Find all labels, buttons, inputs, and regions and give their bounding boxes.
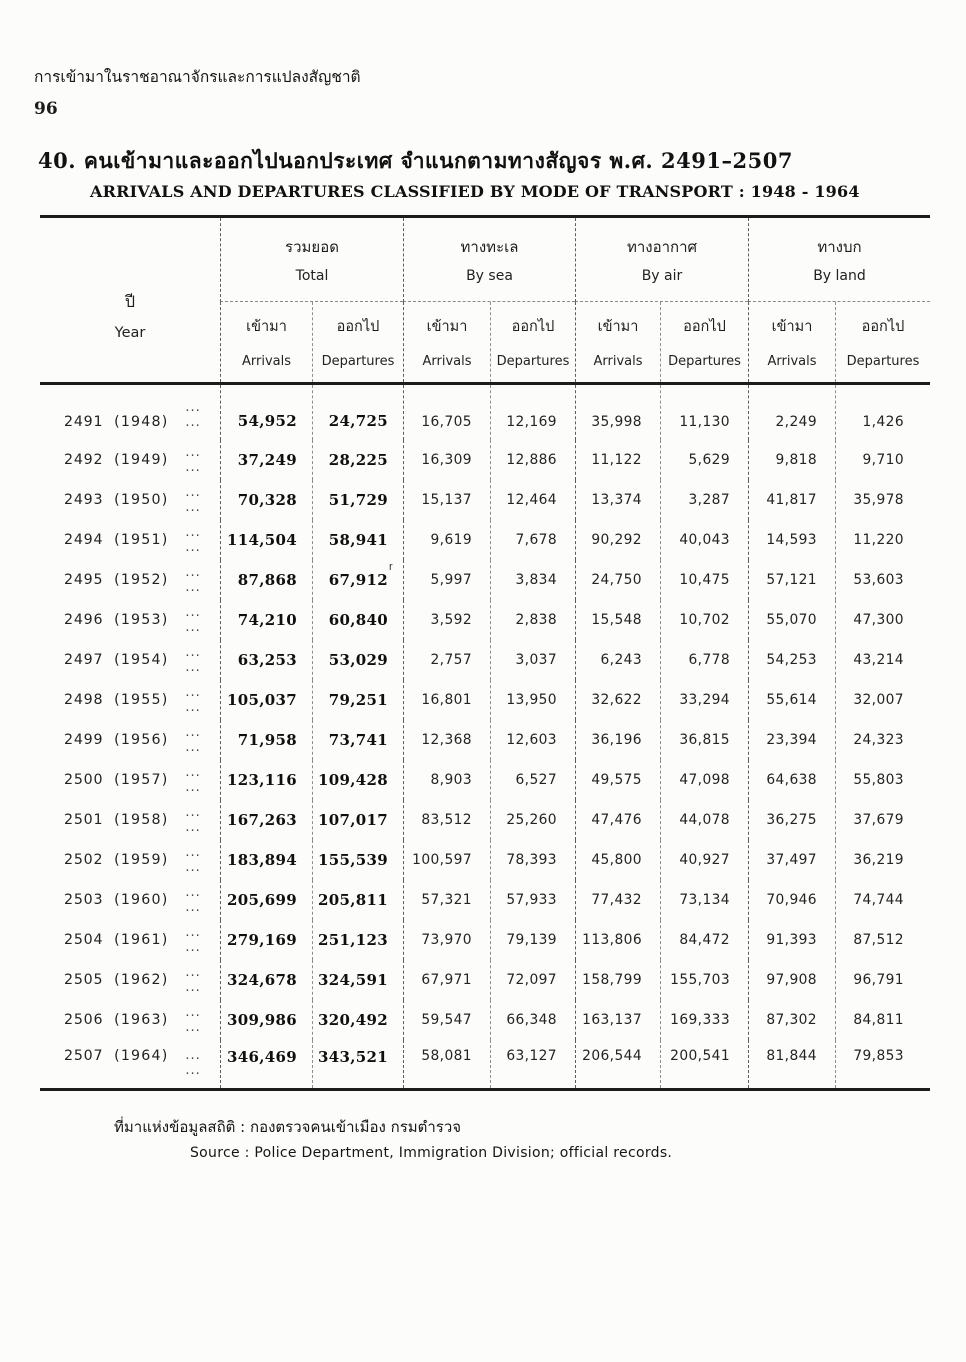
column-header-land-departures <box>835 302 930 382</box>
cell-sea-arrivals: 58,081 <box>403 1040 490 1088</box>
total-departures-thai: ออกไป <box>336 319 380 335</box>
cell-sea-departures: 72,097 <box>490 960 575 1000</box>
cell-sea-arrivals: 16,801 <box>403 680 490 720</box>
revision-mark: r <box>389 561 393 573</box>
year-dots: ... ... <box>185 965 201 995</box>
cell-total-arrivals: 309,986 <box>220 1000 312 1040</box>
year-cell <box>40 385 220 440</box>
sea-arrivals-english: Arrivals <box>422 354 472 369</box>
year-cell <box>40 1000 220 1040</box>
cell-total-departures: 155,539 <box>312 840 403 880</box>
cell-total-arrivals: 70,328 <box>220 480 312 520</box>
year-be: 2493 <box>64 492 104 508</box>
year-ce: (1957) <box>114 772 169 788</box>
year-header-english: Year <box>114 324 146 341</box>
cell-sea-arrivals: 59,547 <box>403 1000 490 1040</box>
cell-sea-arrivals: 9,619 <box>403 520 490 560</box>
cell-land-arrivals: 55,070 <box>748 600 835 640</box>
cell-sea-arrivals: 5,997 <box>403 560 490 600</box>
cell-total-arrivals: 324,678 <box>220 960 312 1000</box>
cell-land-arrivals: 2,249 <box>748 385 835 440</box>
year-cell <box>40 560 220 600</box>
cell-sea-arrivals: 8,903 <box>403 760 490 800</box>
cell-total-arrivals: 63,253 <box>220 640 312 680</box>
cell-sea-departures: 79,139 <box>490 920 575 960</box>
column-header-land-arrivals <box>748 302 835 382</box>
group-sea-thai: ทางทะเล <box>460 238 519 256</box>
cell-land-departures: 96,791 <box>835 960 930 1000</box>
source-note-thai: ที่มาแห่งข้อมูลสถิติ : กองตรวจคนเข้าเมือง กรมตำรวจ <box>114 1118 462 1136</box>
year-dots: ... ... <box>185 725 201 755</box>
year-be: 2505 <box>64 972 104 988</box>
source-note-english: Source : Police Department, Immigration Division; official records. <box>190 1145 673 1161</box>
cell-land-arrivals: 81,844 <box>748 1040 835 1088</box>
year-be: 2497 <box>64 652 104 668</box>
year-ce: (1958) <box>114 812 169 828</box>
cell-total-departures: 67,912 r <box>312 560 403 600</box>
cell-air-departures: 36,815 <box>660 720 748 760</box>
cell-land-arrivals: 70,946 <box>748 880 835 920</box>
cell-sea-departures: 3,834 <box>490 560 575 600</box>
cell-land-departures: 43,214 <box>835 640 930 680</box>
total-arrivals-thai: เข้ามา <box>246 319 287 335</box>
cell-total-arrivals: 105,037 <box>220 680 312 720</box>
year-dots: ... ... <box>185 445 201 475</box>
cell-sea-arrivals: 12,368 <box>403 720 490 760</box>
air-arrivals-english: Arrivals <box>593 354 643 369</box>
group-land-english: By land <box>813 268 866 284</box>
cell-air-arrivals: 35,998 <box>575 385 660 440</box>
column-header-sea-departures <box>490 302 575 382</box>
cell-air-departures: 84,472 <box>660 920 748 960</box>
year-ce: (1952) <box>114 572 169 588</box>
year-cell <box>40 680 220 720</box>
year-dots: ... ... <box>185 1005 201 1035</box>
year-dots: ... ... <box>185 400 201 430</box>
cell-sea-departures: 6,527 <box>490 760 575 800</box>
arrivals-departures-table <box>40 215 930 1091</box>
cell-land-departures: 84,811 <box>835 1000 930 1040</box>
cell-total-departures: 343,521 <box>312 1040 403 1088</box>
column-header-air-arrivals <box>575 302 660 382</box>
cell-air-departures: 169,333 <box>660 1000 748 1040</box>
cell-air-departures: 40,043 <box>660 520 748 560</box>
cell-sea-departures: 25,260 <box>490 800 575 840</box>
table-title-thai: 40. คนเข้ามาและออกไปนอกประเทศ จำแนกตามทางสัญจร พ.ศ. 2491–2507 <box>38 148 793 173</box>
cell-sea-departures: 7,678 <box>490 520 575 560</box>
cell-air-departures: 44,078 <box>660 800 748 840</box>
year-dots: ... ... <box>185 525 201 555</box>
cell-air-departures: 47,098 <box>660 760 748 800</box>
year-ce: (1959) <box>114 852 169 868</box>
cell-land-arrivals: 23,394 <box>748 720 835 760</box>
cell-air-arrivals: 163,137 <box>575 1000 660 1040</box>
cell-land-arrivals: 36,275 <box>748 800 835 840</box>
year-dots: ... ... <box>185 605 201 635</box>
cell-sea-arrivals: 3,592 <box>403 600 490 640</box>
group-air-thai: ทางอากาศ <box>626 238 698 256</box>
year-ce: (1951) <box>114 532 169 548</box>
cell-sea-arrivals: 16,705 <box>403 385 490 440</box>
year-cell <box>40 1040 220 1088</box>
cell-total-arrivals: 346,469 <box>220 1040 312 1088</box>
group-sea-english: By sea <box>466 268 513 284</box>
year-cell <box>40 480 220 520</box>
year-ce: (1954) <box>114 652 169 668</box>
cell-sea-arrivals: 15,137 <box>403 480 490 520</box>
cell-air-arrivals: 15,548 <box>575 600 660 640</box>
column-header-air-departures <box>660 302 748 382</box>
cell-land-arrivals: 57,121 <box>748 560 835 600</box>
cell-air-arrivals: 32,622 <box>575 680 660 720</box>
group-air-english: By air <box>641 268 683 284</box>
cell-sea-arrivals: 67,971 <box>403 960 490 1000</box>
year-be: 2500 <box>64 772 104 788</box>
year-be: 2507 <box>64 1048 104 1064</box>
year-cell <box>40 840 220 880</box>
cell-air-arrivals: 47,476 <box>575 800 660 840</box>
cell-land-departures: 11,220 <box>835 520 930 560</box>
cell-total-arrivals: 87,868 <box>220 560 312 600</box>
cell-sea-departures: 78,393 <box>490 840 575 880</box>
air-arrivals-thai: เข้ามา <box>597 319 639 335</box>
cell-total-arrivals: 71,958 <box>220 720 312 760</box>
cell-air-arrivals: 158,799 <box>575 960 660 1000</box>
cell-sea-departures: 12,169 <box>490 385 575 440</box>
cell-air-departures: 3,287 <box>660 480 748 520</box>
cell-sea-departures: 3,037 <box>490 640 575 680</box>
year-cell <box>40 600 220 640</box>
cell-total-arrivals: 167,263 <box>220 800 312 840</box>
cell-sea-departures: 12,603 <box>490 720 575 760</box>
cell-sea-departures: 57,933 <box>490 880 575 920</box>
cell-land-departures: 24,323 <box>835 720 930 760</box>
year-dots: ... ... <box>185 925 201 955</box>
cell-land-arrivals: 14,593 <box>748 520 835 560</box>
year-dots: ... ... <box>185 1048 201 1078</box>
column-header-year <box>40 218 220 382</box>
group-total-english: Total <box>295 268 329 284</box>
cell-land-departures: 37,679 <box>835 800 930 840</box>
cell-sea-arrivals: 16,309 <box>403 440 490 480</box>
cell-land-departures: 32,007 <box>835 680 930 720</box>
cell-sea-arrivals: 73,970 <box>403 920 490 960</box>
group-header-by-land <box>748 218 930 302</box>
cell-air-departures: 11,130 <box>660 385 748 440</box>
cell-total-departures: 60,840 <box>312 600 403 640</box>
cell-sea-arrivals: 2,757 <box>403 640 490 680</box>
cell-land-arrivals: 55,614 <box>748 680 835 720</box>
cell-air-departures: 10,702 <box>660 600 748 640</box>
header-note-thai: การเข้ามาในราชอาณาจักรและการแปลงสัญชาติ <box>34 68 361 86</box>
cell-total-departures: 107,017 <box>312 800 403 840</box>
year-ce: (1964) <box>114 1048 169 1064</box>
cell-air-arrivals: 77,432 <box>575 880 660 920</box>
group-total-thai: รวมยอด <box>285 238 339 256</box>
land-departures-english: Departures <box>846 354 920 369</box>
year-be: 2495 <box>64 572 104 588</box>
cell-total-arrivals: 123,116 <box>220 760 312 800</box>
cell-land-departures: 35,978 <box>835 480 930 520</box>
total-arrivals-english: Arrivals <box>241 354 291 369</box>
year-be: 2501 <box>64 812 104 828</box>
year-cell <box>40 720 220 760</box>
year-ce: (1955) <box>114 692 169 708</box>
land-arrivals-thai: เข้ามา <box>771 319 813 335</box>
cell-total-arrivals: 54,952 <box>220 385 312 440</box>
column-header-total-departures <box>312 302 403 382</box>
cell-total-departures: 320,492 <box>312 1000 403 1040</box>
cell-total-arrivals: 183,894 <box>220 840 312 880</box>
cell-air-arrivals: 49,575 <box>575 760 660 800</box>
cell-land-arrivals: 64,638 <box>748 760 835 800</box>
year-be: 2499 <box>64 732 104 748</box>
cell-total-departures: 251,123 <box>312 920 403 960</box>
cell-air-departures: 40,927 <box>660 840 748 880</box>
year-be: 2491 <box>64 414 104 430</box>
year-ce: (1949) <box>114 452 169 468</box>
cell-total-departures: 205,811 <box>312 880 403 920</box>
cell-air-arrivals: 6,243 <box>575 640 660 680</box>
year-be: 2504 <box>64 932 104 948</box>
group-header-by-sea <box>403 218 575 302</box>
year-dots: ... ... <box>185 885 201 915</box>
year-be: 2492 <box>64 452 104 468</box>
cell-sea-arrivals: 57,321 <box>403 880 490 920</box>
cell-total-arrivals: 279,169 <box>220 920 312 960</box>
year-ce: (1961) <box>114 932 169 948</box>
year-ce: (1948) <box>114 414 169 430</box>
year-ce: (1956) <box>114 732 169 748</box>
year-dots: ... ... <box>185 485 201 515</box>
cell-total-arrivals: 37,249 <box>220 440 312 480</box>
year-be: 2496 <box>64 612 104 628</box>
cell-total-departures: 24,725 <box>312 385 403 440</box>
year-cell <box>40 760 220 800</box>
sea-departures-thai: ออกไป <box>511 319 555 335</box>
cell-air-departures: 10,475 <box>660 560 748 600</box>
cell-sea-departures: 12,464 <box>490 480 575 520</box>
year-be: 2498 <box>64 692 104 708</box>
year-be: 2502 <box>64 852 104 868</box>
year-ce: (1963) <box>114 1012 169 1028</box>
cell-air-arrivals: 36,196 <box>575 720 660 760</box>
cell-total-departures: 324,591 <box>312 960 403 1000</box>
cell-land-arrivals: 87,302 <box>748 1000 835 1040</box>
year-cell <box>40 800 220 840</box>
column-header-total-arrivals <box>220 302 312 382</box>
year-cell <box>40 920 220 960</box>
cell-air-arrivals: 113,806 <box>575 920 660 960</box>
cell-sea-departures: 2,838 <box>490 600 575 640</box>
cell-land-departures: 9,710 <box>835 440 930 480</box>
cell-total-departures: 28,225 <box>312 440 403 480</box>
cell-air-departures: 200,541 <box>660 1040 748 1088</box>
land-departures-thai: ออกไป <box>861 319 905 335</box>
group-land-thai: ทางบก <box>817 238 862 256</box>
year-dots: ... ... <box>185 805 201 835</box>
cell-total-departures: 109,428 <box>312 760 403 800</box>
cell-land-arrivals: 41,817 <box>748 480 835 520</box>
group-header-total <box>220 218 403 302</box>
year-cell <box>40 960 220 1000</box>
cell-total-departures: 51,729 <box>312 480 403 520</box>
cell-total-arrivals: 74,210 <box>220 600 312 640</box>
cell-air-arrivals: 24,750 <box>575 560 660 600</box>
cell-air-arrivals: 13,374 <box>575 480 660 520</box>
year-dots: ... ... <box>185 765 201 795</box>
cell-air-arrivals: 90,292 <box>575 520 660 560</box>
year-ce: (1960) <box>114 892 169 908</box>
cell-land-arrivals: 97,908 <box>748 960 835 1000</box>
cell-total-arrivals: 114,504 <box>220 520 312 560</box>
year-dots: ... ... <box>185 845 201 875</box>
cell-sea-departures: 12,886 <box>490 440 575 480</box>
cell-air-departures: 33,294 <box>660 680 748 720</box>
cell-land-departures: 53,603 <box>835 560 930 600</box>
cell-land-arrivals: 37,497 <box>748 840 835 880</box>
year-ce: (1953) <box>114 612 169 628</box>
year-dots: ... ... <box>185 565 201 595</box>
year-ce: (1950) <box>114 492 169 508</box>
year-ce: (1962) <box>114 972 169 988</box>
group-header-by-air <box>575 218 748 302</box>
cell-total-departures: 79,251 <box>312 680 403 720</box>
year-dots: ... ... <box>185 645 201 675</box>
cell-land-arrivals: 91,393 <box>748 920 835 960</box>
year-header-thai: ปี <box>124 291 136 311</box>
year-be: 2503 <box>64 892 104 908</box>
year-be: 2494 <box>64 532 104 548</box>
cell-land-arrivals: 54,253 <box>748 640 835 680</box>
cell-air-departures: 73,134 <box>660 880 748 920</box>
sea-departures-english: Departures <box>496 354 570 369</box>
cell-land-arrivals: 9,818 <box>748 440 835 480</box>
cell-land-departures: 55,803 <box>835 760 930 800</box>
year-dots: ... ... <box>185 685 201 715</box>
cell-land-departures: 74,744 <box>835 880 930 920</box>
cell-total-departures: 58,941 <box>312 520 403 560</box>
cell-land-departures: 87,512 <box>835 920 930 960</box>
year-cell <box>40 880 220 920</box>
cell-total-arrivals: 205,699 <box>220 880 312 920</box>
air-departures-thai: ออกไป <box>683 319 726 335</box>
cell-sea-arrivals: 100,597 <box>403 840 490 880</box>
cell-land-departures: 36,219 <box>835 840 930 880</box>
cell-total-departures: 53,029 <box>312 640 403 680</box>
year-cell <box>40 440 220 480</box>
cell-air-arrivals: 11,122 <box>575 440 660 480</box>
sea-arrivals-thai: เข้ามา <box>426 319 468 335</box>
year-cell <box>40 640 220 680</box>
cell-sea-departures: 63,127 <box>490 1040 575 1088</box>
cell-land-departures: 79,853 <box>835 1040 930 1088</box>
cell-total-departures: 73,741 <box>312 720 403 760</box>
column-header-sea-arrivals <box>403 302 490 382</box>
table-title-english: ARRIVALS AND DEPARTURES CLASSIFIED BY MODE OF TRANSPORT : 1948 - 1964 <box>90 182 860 201</box>
cell-air-departures: 155,703 <box>660 960 748 1000</box>
land-arrivals-english: Arrivals <box>767 354 817 369</box>
cell-land-departures: 47,300 <box>835 600 930 640</box>
cell-sea-departures: 13,950 <box>490 680 575 720</box>
cell-air-arrivals: 45,800 <box>575 840 660 880</box>
year-cell <box>40 520 220 560</box>
air-departures-english: Departures <box>668 354 741 369</box>
cell-air-departures: 5,629 <box>660 440 748 480</box>
cell-land-departures: 1,426 <box>835 385 930 440</box>
cell-air-arrivals: 206,544 <box>575 1040 660 1088</box>
cell-sea-arrivals: 83,512 <box>403 800 490 840</box>
year-be: 2506 <box>64 1012 104 1028</box>
cell-sea-departures: 66,348 <box>490 1000 575 1040</box>
total-departures-english: Departures <box>321 354 395 369</box>
cell-air-departures: 6,778 <box>660 640 748 680</box>
page-number: 96 <box>34 99 58 119</box>
